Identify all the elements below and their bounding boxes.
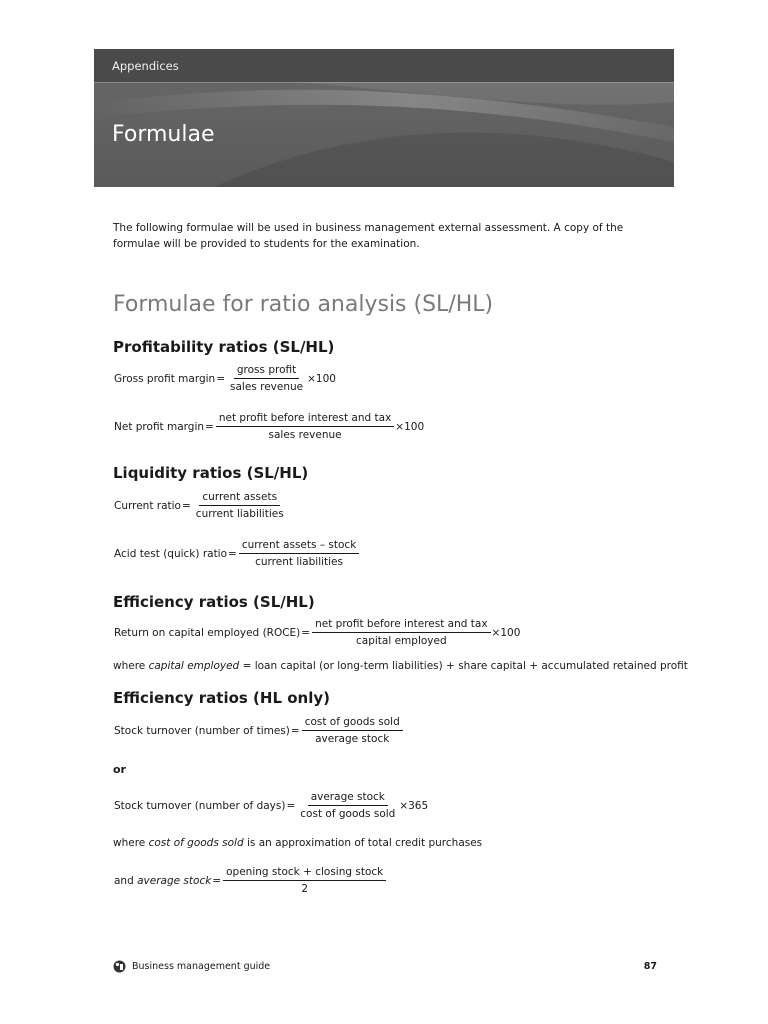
efficiency-hl-heading: Efficiency ratios (HL only) — [113, 689, 330, 707]
denominator: average stock — [315, 733, 390, 745]
defined-term: capital employed — [148, 660, 240, 672]
equals-sign: = — [181, 499, 191, 512]
equals-sign: = — [228, 547, 237, 560]
equals-sign: = — [290, 724, 300, 737]
roce-formula — [114, 618, 520, 647]
fraction — [302, 716, 403, 745]
definition-text: = loan capital (or long-term liabilities) + share capital + accumulated retained profit — [239, 660, 688, 672]
gross-profit-margin-formula — [114, 364, 336, 393]
fraction — [239, 539, 359, 568]
equals-sign: = — [216, 372, 226, 385]
liquidity-heading: Liquidity ratios (SL/HL) — [113, 464, 309, 482]
acid-test-ratio-formula — [114, 539, 360, 568]
formula-label: Return on capital employed (ROCE) — [114, 626, 301, 639]
defined-term: cost of goods sold — [148, 837, 244, 849]
profitability-heading: Profitability ratios (SL/HL) — [113, 338, 335, 356]
multiplier: ×100 — [491, 626, 521, 639]
where-prefix: where — [113, 837, 149, 849]
or-label: or — [113, 763, 126, 776]
intro-paragraph: The following formulae will be used in business management external assessment. A copy of the formulae will be provided to students for the examination. — [113, 222, 624, 250]
denominator: current liabilities — [255, 556, 343, 568]
numerator: net profit before interest and tax — [312, 618, 490, 633]
numerator: current assets – stock — [239, 539, 359, 554]
numerator: current assets — [199, 491, 280, 506]
numerator: opening stock + closing stock — [223, 866, 386, 881]
numerator: gross profit — [234, 364, 299, 379]
denominator: current liabilities — [195, 508, 284, 520]
capital-employed-definition — [113, 660, 688, 672]
equals-sign: = — [301, 626, 311, 639]
average-stock-formula — [114, 866, 387, 895]
equals-sign: = — [212, 874, 222, 887]
guide-title: Business management guide — [132, 961, 271, 972]
where-prefix: where — [113, 660, 149, 672]
current-ratio-formula — [114, 491, 288, 520]
page-footer — [113, 960, 657, 973]
fraction — [223, 866, 386, 895]
and-prefix: and — [114, 874, 134, 887]
numerator: average stock — [308, 791, 388, 806]
numerator: net profit before interest and tax — [216, 412, 394, 427]
fraction — [193, 491, 287, 520]
multiplier: ×365 — [399, 799, 429, 812]
denominator: sales revenue — [230, 381, 304, 393]
main-heading: Formulae for ratio analysis (SL/HL) — [113, 292, 494, 317]
fraction — [297, 791, 398, 820]
defined-term: average stock — [137, 874, 212, 887]
formula-label: Gross profit margin — [114, 372, 216, 385]
efficiency-heading: Efficiency ratios (SL/HL) — [113, 593, 315, 611]
denominator: capital employed — [356, 635, 447, 647]
fraction — [227, 364, 306, 393]
formula-label: Stock turnover (number of days) — [114, 799, 286, 812]
formula-label: Stock turnover (number of times) — [114, 724, 290, 737]
definition-text: is an approximation of total credit purchases — [243, 837, 483, 849]
formula-label: Net profit margin — [114, 420, 205, 433]
denominator: 2 — [301, 883, 309, 895]
fraction — [216, 412, 394, 441]
section-bar — [94, 49, 674, 83]
equals-sign: = — [205, 420, 214, 433]
header-banner — [94, 49, 674, 187]
denominator: cost of goods sold — [300, 808, 396, 820]
cost-of-goods-sold-definition — [113, 837, 482, 849]
stock-turnover-days-formula — [114, 791, 428, 820]
formula-label: Current ratio — [114, 499, 181, 512]
page-number: 87 — [643, 961, 657, 972]
fraction — [312, 618, 490, 647]
denominator: sales revenue — [268, 429, 342, 441]
equals-sign: = — [286, 799, 296, 812]
section-label: Appendices — [112, 59, 179, 73]
formula-label: Acid test (quick) ratio — [114, 547, 228, 560]
net-profit-margin-formula — [114, 412, 424, 441]
multiplier: ×100 — [307, 372, 336, 385]
numerator: cost of goods sold — [302, 716, 403, 731]
stock-turnover-times-formula — [114, 716, 404, 745]
page-title: Formulae — [112, 122, 215, 147]
multiplier: ×100 — [395, 420, 425, 433]
ib-logo-icon — [113, 960, 126, 973]
